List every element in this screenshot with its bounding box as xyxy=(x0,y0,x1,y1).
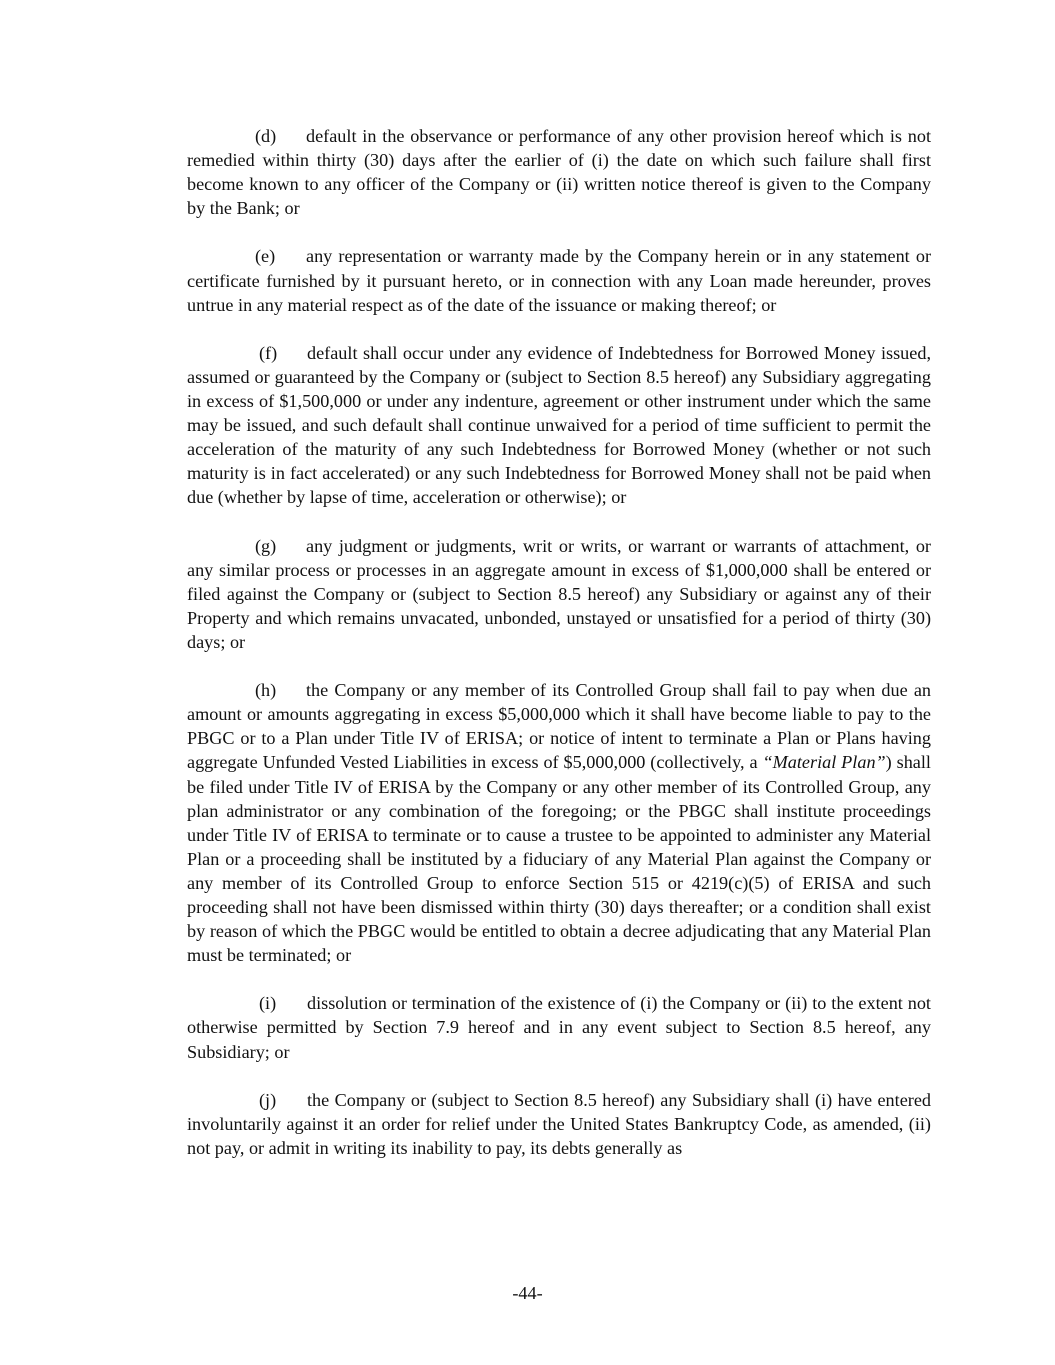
clause-text: the Company or (subject to Section 8.5 hereof) any Subsidiary shall (i) have entered involuntarily against it an order for relief under the United States Bankruptcy Code, as amended, (ii) not pay, or admit in writing its inability to pay, its debts generally as xyxy=(187,1089,931,1158)
clause-d xyxy=(187,124,931,220)
clause-h xyxy=(187,678,931,967)
clause-label: (f) xyxy=(259,342,278,363)
clause-text-part-2: ) shall be filed under Title IV of ERISA by the Company or any other member of its Controlled Group, any plan administrator or any combination of the foregoing; or the PBGC shall institute proceedings under Title IV of ERISA to terminate or to cause a trustee to be appointed to administer any Material Plan or a proceeding shall be instituted by a fiduciary of any Material Plan against the Company or any member of its Controlled Group to enforce Section 515 or 4219(c)(5) of ERISA and such proceeding shall not have been dismissed within thirty (30) days thereafter; or a condition shall exist by reason of which the PBGC would be entitled to obtain a decree adjudicating that any Material Plan must be terminated; or xyxy=(187,752,931,966)
clause-text: any judgment or judgments, writ or writs, or warrant or warrants of attachment, or any similar process or processes in an aggregate amount in excess of $1,000,000 shall be entered or filed against the Company or (subject to Section 8.5 hereof) any Subsidiary or against any of their Property and which remains unvacated, unbonded, unstayed or unsatisfied for a period of thirty (30) days; or xyxy=(187,535,931,652)
defined-term-material-plan: “Material Plan” xyxy=(762,752,886,773)
clause-j xyxy=(187,1088,931,1160)
clause-text: any representation or warranty made by the Company herein or in any statement or certificate furnished by it pursuant hereto, or in connection with any Loan made hereunder, proves untrue in any material respect as of the date of the issuance or making thereof; or xyxy=(187,246,931,315)
page-number: -44- xyxy=(512,1283,543,1303)
document-page xyxy=(187,124,931,1184)
clause-text-part-1: the Company or any member of its Controlled Group shall fail to pay when due an amount or amounts aggregating in excess $5,000,000 which it shall have become liable to pay to the PBGC or to a Plan under Title IV of ERISA; or notice of intent to terminate a Plan or Plans having aggregate Unfunded Vested Liabilities in excess of $5,000,000 (collectively, a xyxy=(187,680,931,773)
clause-g xyxy=(187,534,931,654)
clause-f xyxy=(187,341,931,510)
clause-label: (g) xyxy=(255,535,277,556)
clause-label: (h) xyxy=(255,680,277,701)
clause-label: (e) xyxy=(255,246,276,267)
clause-i xyxy=(187,991,931,1063)
clause-text: default in the observance or performance of any other provision hereof which is not remedied within thirty (30) days after the earlier of (i) the date on which such failure shall first become known to any officer of the Company or (ii) written notice thereof is given to the Company by the Bank; or xyxy=(187,126,931,219)
clause-text: dissolution or termination of the existence of (i) the Company or (ii) to the extent not otherwise permitted by Section 7.9 hereof and in any event subject to Section 8.5 hereof, any Subsidiary; or xyxy=(187,993,931,1062)
clause-label: (d) xyxy=(255,126,277,146)
clause-label: (i) xyxy=(259,993,277,1014)
clause-text: default shall occur under any evidence of Indebtedness for Borrowed Money issued, assumed or guaranteed by the Company or (subject to Section 8.5 hereof) any Subsidiary aggregating in excess of $1,500,000 or under any indenture, agreement or other instrument under which the same may be issued, and such default shall continue unwaived for a period of time sufficient to permit the acceleration of the maturity of any such Indebtedness for Borrowed Money (whether or not such maturity is in fact accelerated) or any such Indebtedness for Borrowed Money shall not be paid when due (whether by lapse of time, acceleration or otherwise); or xyxy=(187,342,931,508)
clause-label: (j) xyxy=(259,1089,277,1110)
clause-e xyxy=(187,244,931,316)
